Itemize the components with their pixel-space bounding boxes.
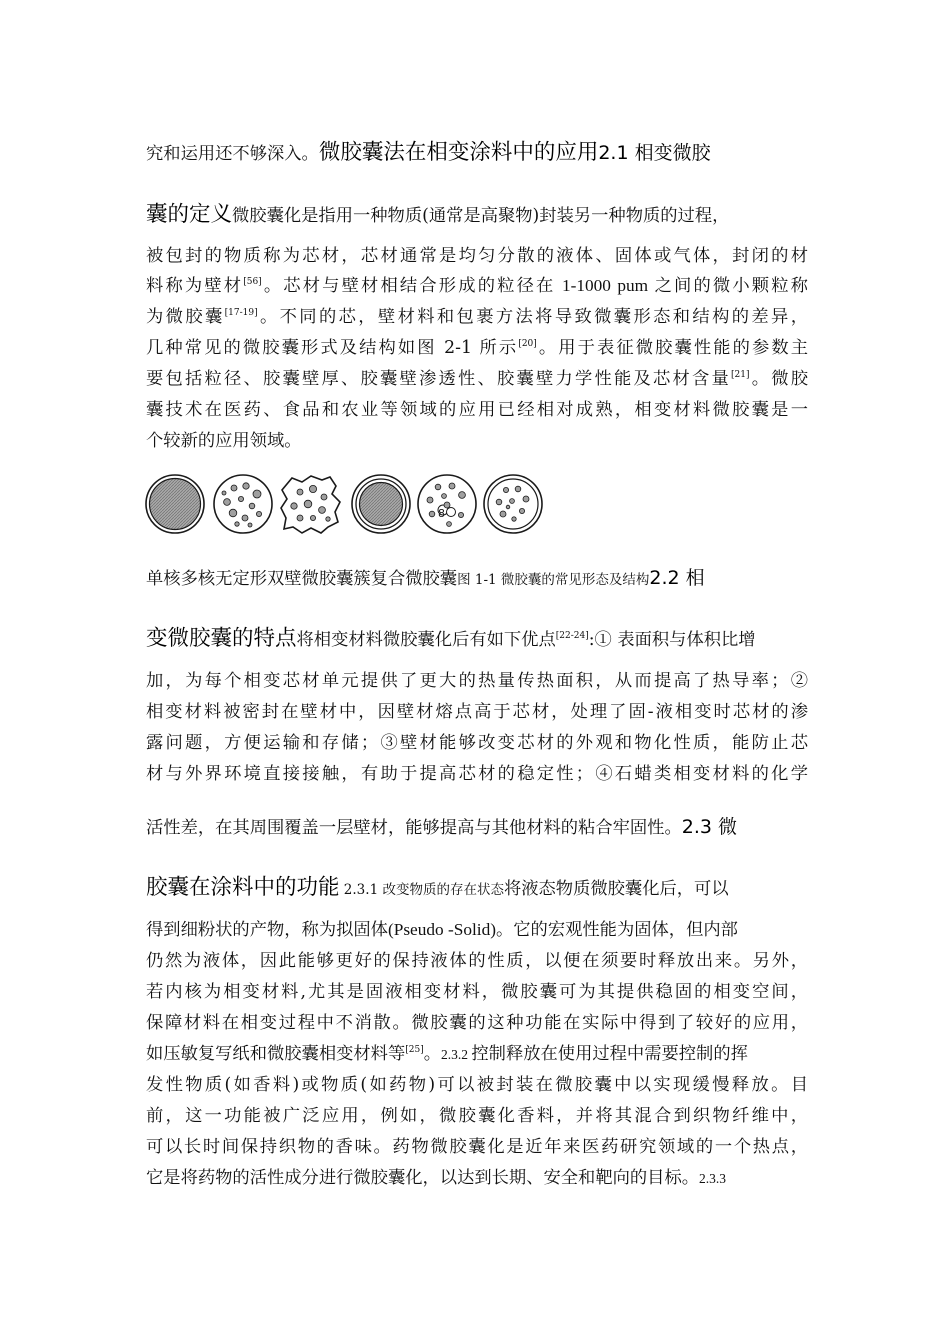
- text-line: 加，为每个相变芯材单元提供了更大的热量传热面积，从而提高了热导率；②: [146, 671, 808, 691]
- text-line: 保障材料在相变过程中不消散。微胶囊的这种功能在实际中得到了较好的应用，: [146, 1013, 808, 1033]
- section-heading: 微胶囊法在相变涂料中的应用: [318, 140, 599, 165]
- section-heading: 2.2 相: [649, 567, 705, 589]
- microcapsule-figure: [144, 472, 548, 536]
- body-text: 究和运用还不够深入。: [146, 144, 319, 164]
- text-line: 被包封的物质称为芯材，芯材通常是均匀分散的液体、固体或气体，封闭的材: [146, 246, 808, 266]
- text-line: 仍然为液体，因此能够更好的保持液体的性质，以便在须要时释放出来。另外，: [146, 951, 808, 971]
- text-line: 几种常见的微胶囊形式及结构如图 2-1 所示[20]。用于表征微胶囊性能的参数主: [146, 338, 808, 358]
- text-line: 相变材料被密封在壁材中，因壁材熔点高于芯材，处理了固-液相变时芯材的渗: [146, 702, 808, 722]
- double-wall-capsule: [350, 472, 412, 536]
- subsection-heading: 2.3.3: [699, 1171, 727, 1186]
- body-text: 微胶囊化是指用一种物质(通常是高聚物)封装另一种物质的过程，: [232, 206, 730, 226]
- section-heading: 囊的定义: [146, 202, 233, 227]
- subsection-heading: 2.3.1 改变物质的存在状态: [339, 882, 504, 898]
- capsule-cluster: [416, 472, 478, 536]
- composite-capsule: [482, 472, 544, 536]
- section-heading: 胶囊在涂料中的功能: [146, 875, 340, 900]
- multi-core-capsule: [212, 472, 274, 536]
- text-line: 若内核为相变材料,尤其是固液相变材料，微胶囊可为其提供稳固的相变空间，: [146, 982, 808, 1002]
- text-line: [146, 203, 808, 228]
- text-line: 个较新的应用领域。: [146, 431, 302, 451]
- text-line: 得到细粉状的产物，称为拟固体(Pseudo -Solid)。它的宏观性能为固体，但内部: [146, 920, 738, 940]
- text-line: 材与外界环境直接接触，有助于提高芯材的稳定性；④石蜡类相变材料的化学: [146, 764, 808, 784]
- text-line: 可以长时间保持织物的香味。药物微胶囊化是近年来医药研究领域的一个热点，: [146, 1137, 808, 1157]
- citation: [17-19]: [224, 308, 258, 318]
- text-line: 它是将药物的活性成分进行微胶囊化，以达到长期、安全和靶向的目标。2.3.3: [146, 1168, 727, 1188]
- figure-caption: 图 1-1 微胶囊的常见形态及结构: [457, 572, 650, 588]
- text-line: 变微胶囊的特点将相变材料微胶囊化后有如下优点[22-24]:① 表面积与体积比增: [146, 626, 756, 651]
- citation: [21]: [731, 370, 750, 380]
- text-line: 发性物质(如香料)或物质(如药物)可以被封装在微胶囊中以实现缓慢释放。目: [146, 1075, 808, 1095]
- text-line: 胶囊在涂料中的功能 2.3.1 改变物质的存在状态将液态物质微胶囊化后，可以: [146, 875, 729, 900]
- text-line: 露问题，方便运输和存储；③壁材能够改变芯材的外观和物化性质，能防止芯: [146, 733, 808, 753]
- amorphous-capsule: [278, 472, 344, 536]
- text-line: 如压敏复写纸和微胶囊相变材料等[25]。2.3.2 控制释放在使用过程中需要控制的挥: [146, 1044, 748, 1064]
- text-line: 囊技术在医药、食品和农业等领域的应用已经相对成熟，相变材料微胶囊是一: [146, 400, 808, 420]
- text-line: 料称为壁材[56]。芯材与壁材相结合形成的粒径在 1-1000 pum 之间的微小颗粒称: [146, 276, 808, 296]
- single-core-capsule: [144, 472, 206, 536]
- section-heading: 变微胶囊的特点: [146, 626, 297, 651]
- text-line: [146, 141, 808, 166]
- citation: [22-24]: [555, 631, 589, 641]
- text-line: 为微胶囊[17-19]。不同的芯，壁材料和包裹方法将导致微囊形态和结构的差异，: [146, 307, 808, 327]
- citation: [56]: [243, 277, 262, 287]
- cluster-numeral: 8: [438, 507, 445, 520]
- text-line: 前，这一功能被广泛应用，例如，微胶囊化香料，并将其混合到织物纤维中，: [146, 1106, 808, 1126]
- citation: [25]: [405, 1045, 424, 1055]
- section-heading: 2.1 相变微胶: [598, 142, 711, 164]
- subsection-heading: 2.3.2: [441, 1047, 472, 1062]
- section-heading: 2.3 微: [681, 816, 737, 838]
- text-line: 活性差，在其周围覆盖一层壁材，能够提高与其他材料的粘合牢固性。2.3 微: [146, 816, 737, 838]
- text-line: 要包括粒径、胶囊壁厚、胶囊壁渗透性、胶囊壁力学性能及芯材含量[21]。微胶: [146, 369, 808, 389]
- citation: [20]: [518, 339, 537, 349]
- figure-labels: 单核多核无定形双壁微胶囊簇复合微胶囊: [146, 569, 458, 589]
- text-line: [146, 566, 808, 592]
